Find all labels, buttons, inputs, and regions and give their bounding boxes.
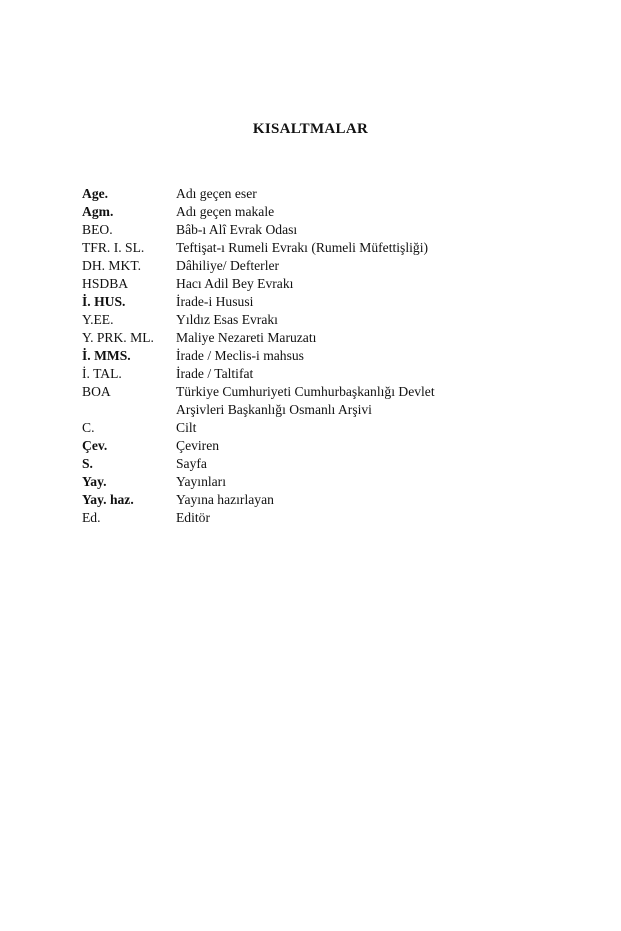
abbreviation-definition: Cilt <box>176 420 197 435</box>
abbreviation-term: İ. TAL. <box>82 366 122 381</box>
abbreviation-row <box>82 419 502 437</box>
abbreviation-definition: Adı geçen makale <box>176 204 275 219</box>
abbreviation-row <box>82 293 502 311</box>
abbreviation-term: TFR. I. SL. <box>82 240 145 255</box>
abbreviation-row <box>82 311 502 329</box>
abbreviation-definition: Adı geçen eser <box>176 186 257 201</box>
abbreviation-definition: İrade / Taltifat <box>176 366 254 381</box>
abbreviation-row <box>82 221 502 239</box>
abbreviation-definition: Editör <box>176 510 210 525</box>
abbreviation-term: İ. MMS. <box>82 348 131 363</box>
abbreviation-term: Y. PRK. ML. <box>82 330 154 345</box>
abbreviation-definition: Bâb-ı Alî Evrak Odası <box>176 222 298 237</box>
abbreviation-list <box>82 185 502 527</box>
abbreviation-row <box>82 455 502 473</box>
abbreviation-definition: Yayına hazırlayan <box>176 492 274 507</box>
abbreviation-definition: Maliye Nezareti Maruzatı <box>176 330 317 345</box>
abbreviation-row <box>82 473 502 491</box>
abbreviation-term: C. <box>82 420 95 435</box>
abbreviation-definition: Hacı Adil Bey Evrakı <box>176 276 294 291</box>
abbreviation-term: HSDBA <box>82 276 129 291</box>
abbreviation-term: Age. <box>82 186 109 201</box>
abbreviation-row <box>82 329 502 347</box>
abbreviation-row <box>82 347 502 365</box>
page-title: KISALTMALAR <box>252 121 369 137</box>
abbreviation-term: Agm. <box>82 204 114 219</box>
abbreviation-term: DH. MKT. <box>82 258 142 273</box>
abbreviation-term: İ. HUS. <box>82 294 126 309</box>
abbreviation-definition: İrade-i Hususi <box>176 294 254 309</box>
abbreviation-definition: Dâhiliye/ Defterler <box>176 258 280 273</box>
abbreviation-term: S. <box>82 456 93 471</box>
abbreviation-definition: Yıldız Esas Evrakı <box>176 312 278 327</box>
abbreviation-term: Yay. haz. <box>82 492 134 507</box>
abbreviation-term: Çev. <box>82 438 108 453</box>
abbreviation-definition: Sayfa <box>176 456 207 471</box>
abbreviation-row <box>82 365 502 383</box>
abbreviation-definition-line: Arşivleri Başkanlığı Osmanlı Arşivi <box>176 402 372 417</box>
abbreviation-definition-line: Türkiye Cumhuriyeti Cumhurbaşkanlığı Devlet <box>176 384 435 399</box>
abbreviation-row <box>82 509 502 527</box>
abbreviation-term: Ed. <box>82 510 101 525</box>
abbreviation-row <box>82 203 502 221</box>
abbreviation-row <box>82 275 502 293</box>
abbreviation-term: BEO. <box>82 222 113 237</box>
abbreviation-definition: İrade / Meclis-i mahsus <box>176 348 304 363</box>
abbreviation-row <box>82 185 502 203</box>
abbreviation-row <box>82 383 502 419</box>
abbreviation-row <box>82 257 502 275</box>
abbreviation-term: Y.EE. <box>82 312 114 327</box>
abbreviation-row <box>82 437 502 455</box>
abbreviation-row <box>82 491 502 509</box>
abbreviation-definition: Yayınları <box>176 474 226 489</box>
abbreviation-definition: Teftişat-ı Rumeli Evrakı (Rumeli Müfettişliği) <box>176 240 428 255</box>
abbreviation-row <box>82 239 502 257</box>
abbreviation-term: BOA <box>82 384 111 399</box>
abbreviation-definition: Çeviren <box>176 438 220 453</box>
abbreviation-definition <box>176 383 502 419</box>
abbreviation-term: Yay. <box>82 474 107 489</box>
